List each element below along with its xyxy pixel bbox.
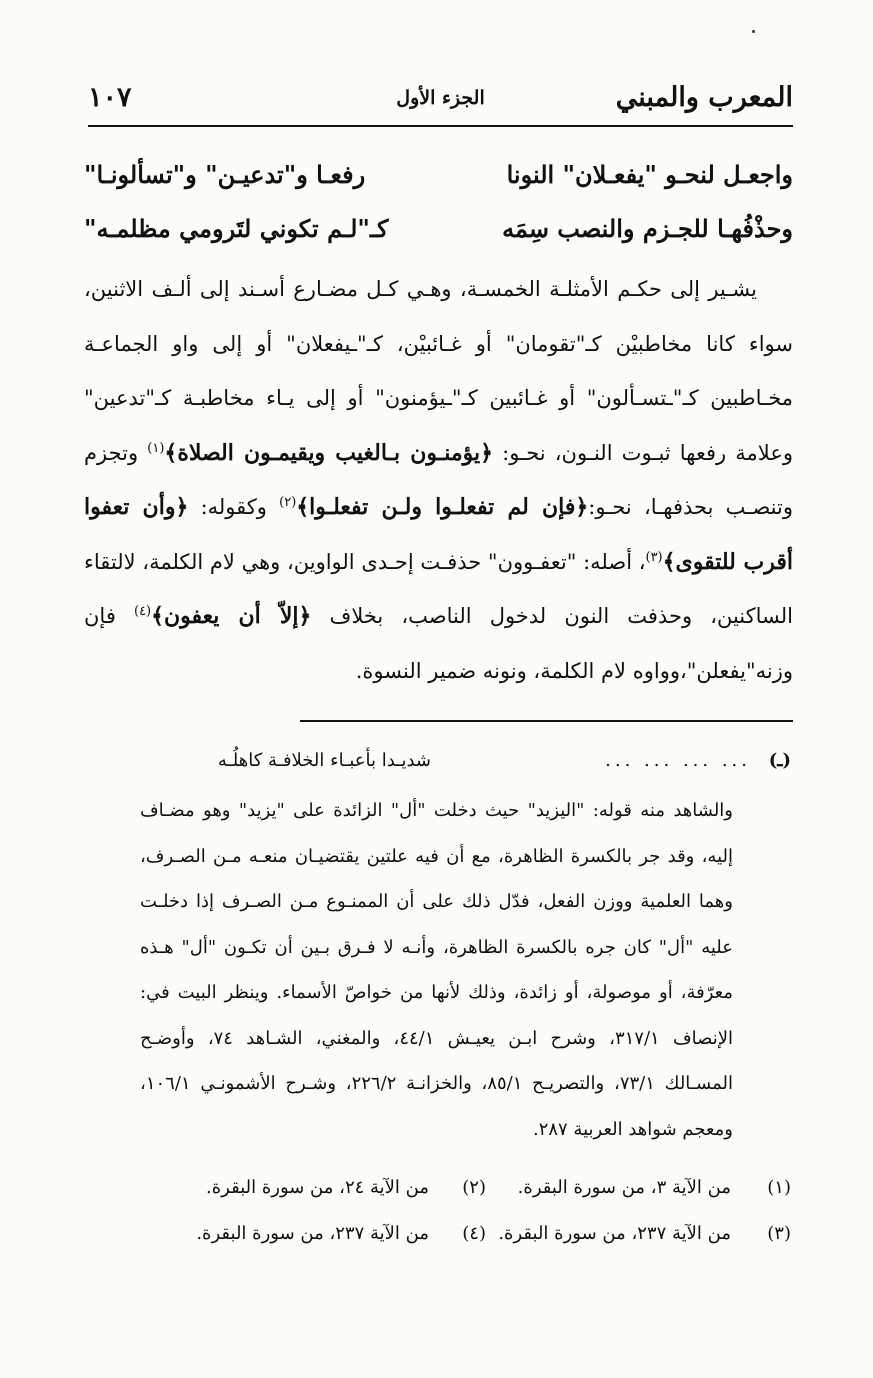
footnote-1-text: من الآية ٣، من سورة البقرة. — [517, 1177, 731, 1198]
quran-quote-1: ﴿يؤمنـون بـالغيب ويقيمـون الصلاة﴾ — [164, 439, 494, 466]
footnote-ref-1: (١) — [147, 440, 165, 456]
text-segment: ، أصله: "تعفـوون" حذفـت إحـدى الواوين، وهي لام الكلمة، لالتقاء الساكنين، وحذفت النون لدخول الناصب، بخلاف — [84, 549, 793, 628]
verse-line-1 — [84, 160, 793, 200]
text-segment: وكقوله: — [188, 495, 280, 519]
header-rule — [88, 125, 793, 127]
text-segment: فإن وزنه"يفعلن"،وواوه لام الكلمة، ونونه ضمير النسوة. — [84, 604, 793, 683]
footnote-2-text: من الآية ٢٤، من سورة البقرة. — [206, 1177, 429, 1198]
footnote-dash-verse — [110, 750, 791, 784]
verse-1-first-hemistich: واجعـل لنحـو "يفعـلان" النونا — [506, 160, 793, 189]
footnote-ref-2: (٢) — [279, 495, 297, 510]
footnote-ref-4: (٤) — [133, 604, 152, 619]
footnote-row-1 — [110, 1177, 791, 1211]
verse-2-second-hemistich: كـ"لـم تكوني لتَرومي مظلمـه" — [84, 214, 389, 243]
verse-1-second-hemistich: رفعـا و"تدعيـن" و"تسألونـا" — [84, 160, 366, 189]
text-segment: وتجزم وتنصـب بحذفهـا، نحـو: — [84, 440, 793, 519]
footnote-verse: شديـدا بأعبـاء الخلافـة كاهلُـه — [217, 750, 431, 771]
text-segment: يشـير إلى حكـم الأمثلـة الخمسـة، وهـي كـل مضـارع أسـند إلى ألـف الاثنين، سواء كانا مخاطبيْن كـ"تقومان" أو غـائبيْن، كـ"ـيفعلان" أو إلى واو الجماعـة مخـاطبين كـ"ـتسـألون" أو غـائبين كـ"ـيؤمنون" أو إلى يـاء مخاطبـة كـ"تدعين" وعلامة رفعها ثبـوت النـون، نحـو: — [84, 277, 793, 465]
commentary-text — [84, 262, 793, 698]
footnote-4-text: من الآية ٢٣٧، من سورة البقرة. — [196, 1223, 429, 1244]
page-number: ١٠٧ — [88, 82, 132, 113]
footnote-dash-text: والشاهد منه قوله: "اليزيد" حيث دخلت "أل" الزائدة على "يزيد" وهو مضـاف إليه، وقد جر بالكسرة الظاهرة، مع أن فيه علتين يقتضيـان منعـه مـن الصـرف، وهما العلمية ووزن الفعل، فدّل ذلك على أن الممنـوع مـن الصـرف إذا دخلـت عليه "أل" كان جره بالكسرة الظاهرة، وأنـه لا فـرق بـين أن تكـون "أل" هـذه معرّفة، أو موصولة، أو زائدة، وذلك لأنها من خواصّ الأسماء. وينظر البيت في: الإنصاف ٣١٧/١، وشرح ابـن يعيـش ٤٤/١، والمغني، الشـاهد ٧٤، وأوضـح المسـالك ٧٣/١، والتصريـح ٨٥/١، والخزانـة ٢٢٦/٢، وشـرح الأشمونـي ١٠٦/١، ومعجم شواهد العربية ٢٨٧. — [140, 800, 734, 1140]
footnote-2-number: (٢) — [462, 1177, 486, 1198]
quran-quote-3: ﴿وأن تعفوا أقرب للتقوى﴾ — [84, 494, 793, 575]
verse-2-first-hemistich: وحذْفُهـا للجـزم والنصب سِمَه — [502, 214, 793, 243]
footnote-1-number: (١) — [767, 1177, 791, 1198]
footnote-dash-commentary — [140, 788, 733, 1152]
book-title: المعرب والمبني — [615, 82, 793, 113]
footnote-ellipsis: ... ... ... ... — [605, 750, 751, 771]
stray-dot — [752, 30, 755, 33]
footnote-3-text: من الآية ٢٣٧، من سورة البقرة. — [498, 1223, 731, 1244]
footnote-4-number: (٤) — [462, 1223, 486, 1244]
footnote-dash-number: (ـ) — [768, 750, 791, 771]
quran-quote-4: ﴿إلاّ أن يعفون﴾ — [151, 603, 312, 629]
verse-line-2 — [84, 214, 793, 254]
quran-quote-2: ﴿فإن لم تفعلـوا ولـن تفعلـوا﴾ — [296, 494, 589, 520]
footnote-ref-3: (٣) — [645, 549, 663, 565]
part-label: الجزء الأول — [396, 87, 485, 109]
footnote-row-2 — [110, 1223, 791, 1257]
commentary-paragraph — [84, 262, 793, 698]
running-header — [88, 82, 793, 118]
footnote-separator — [300, 720, 793, 722]
footnote-3-number: (٣) — [767, 1223, 791, 1244]
